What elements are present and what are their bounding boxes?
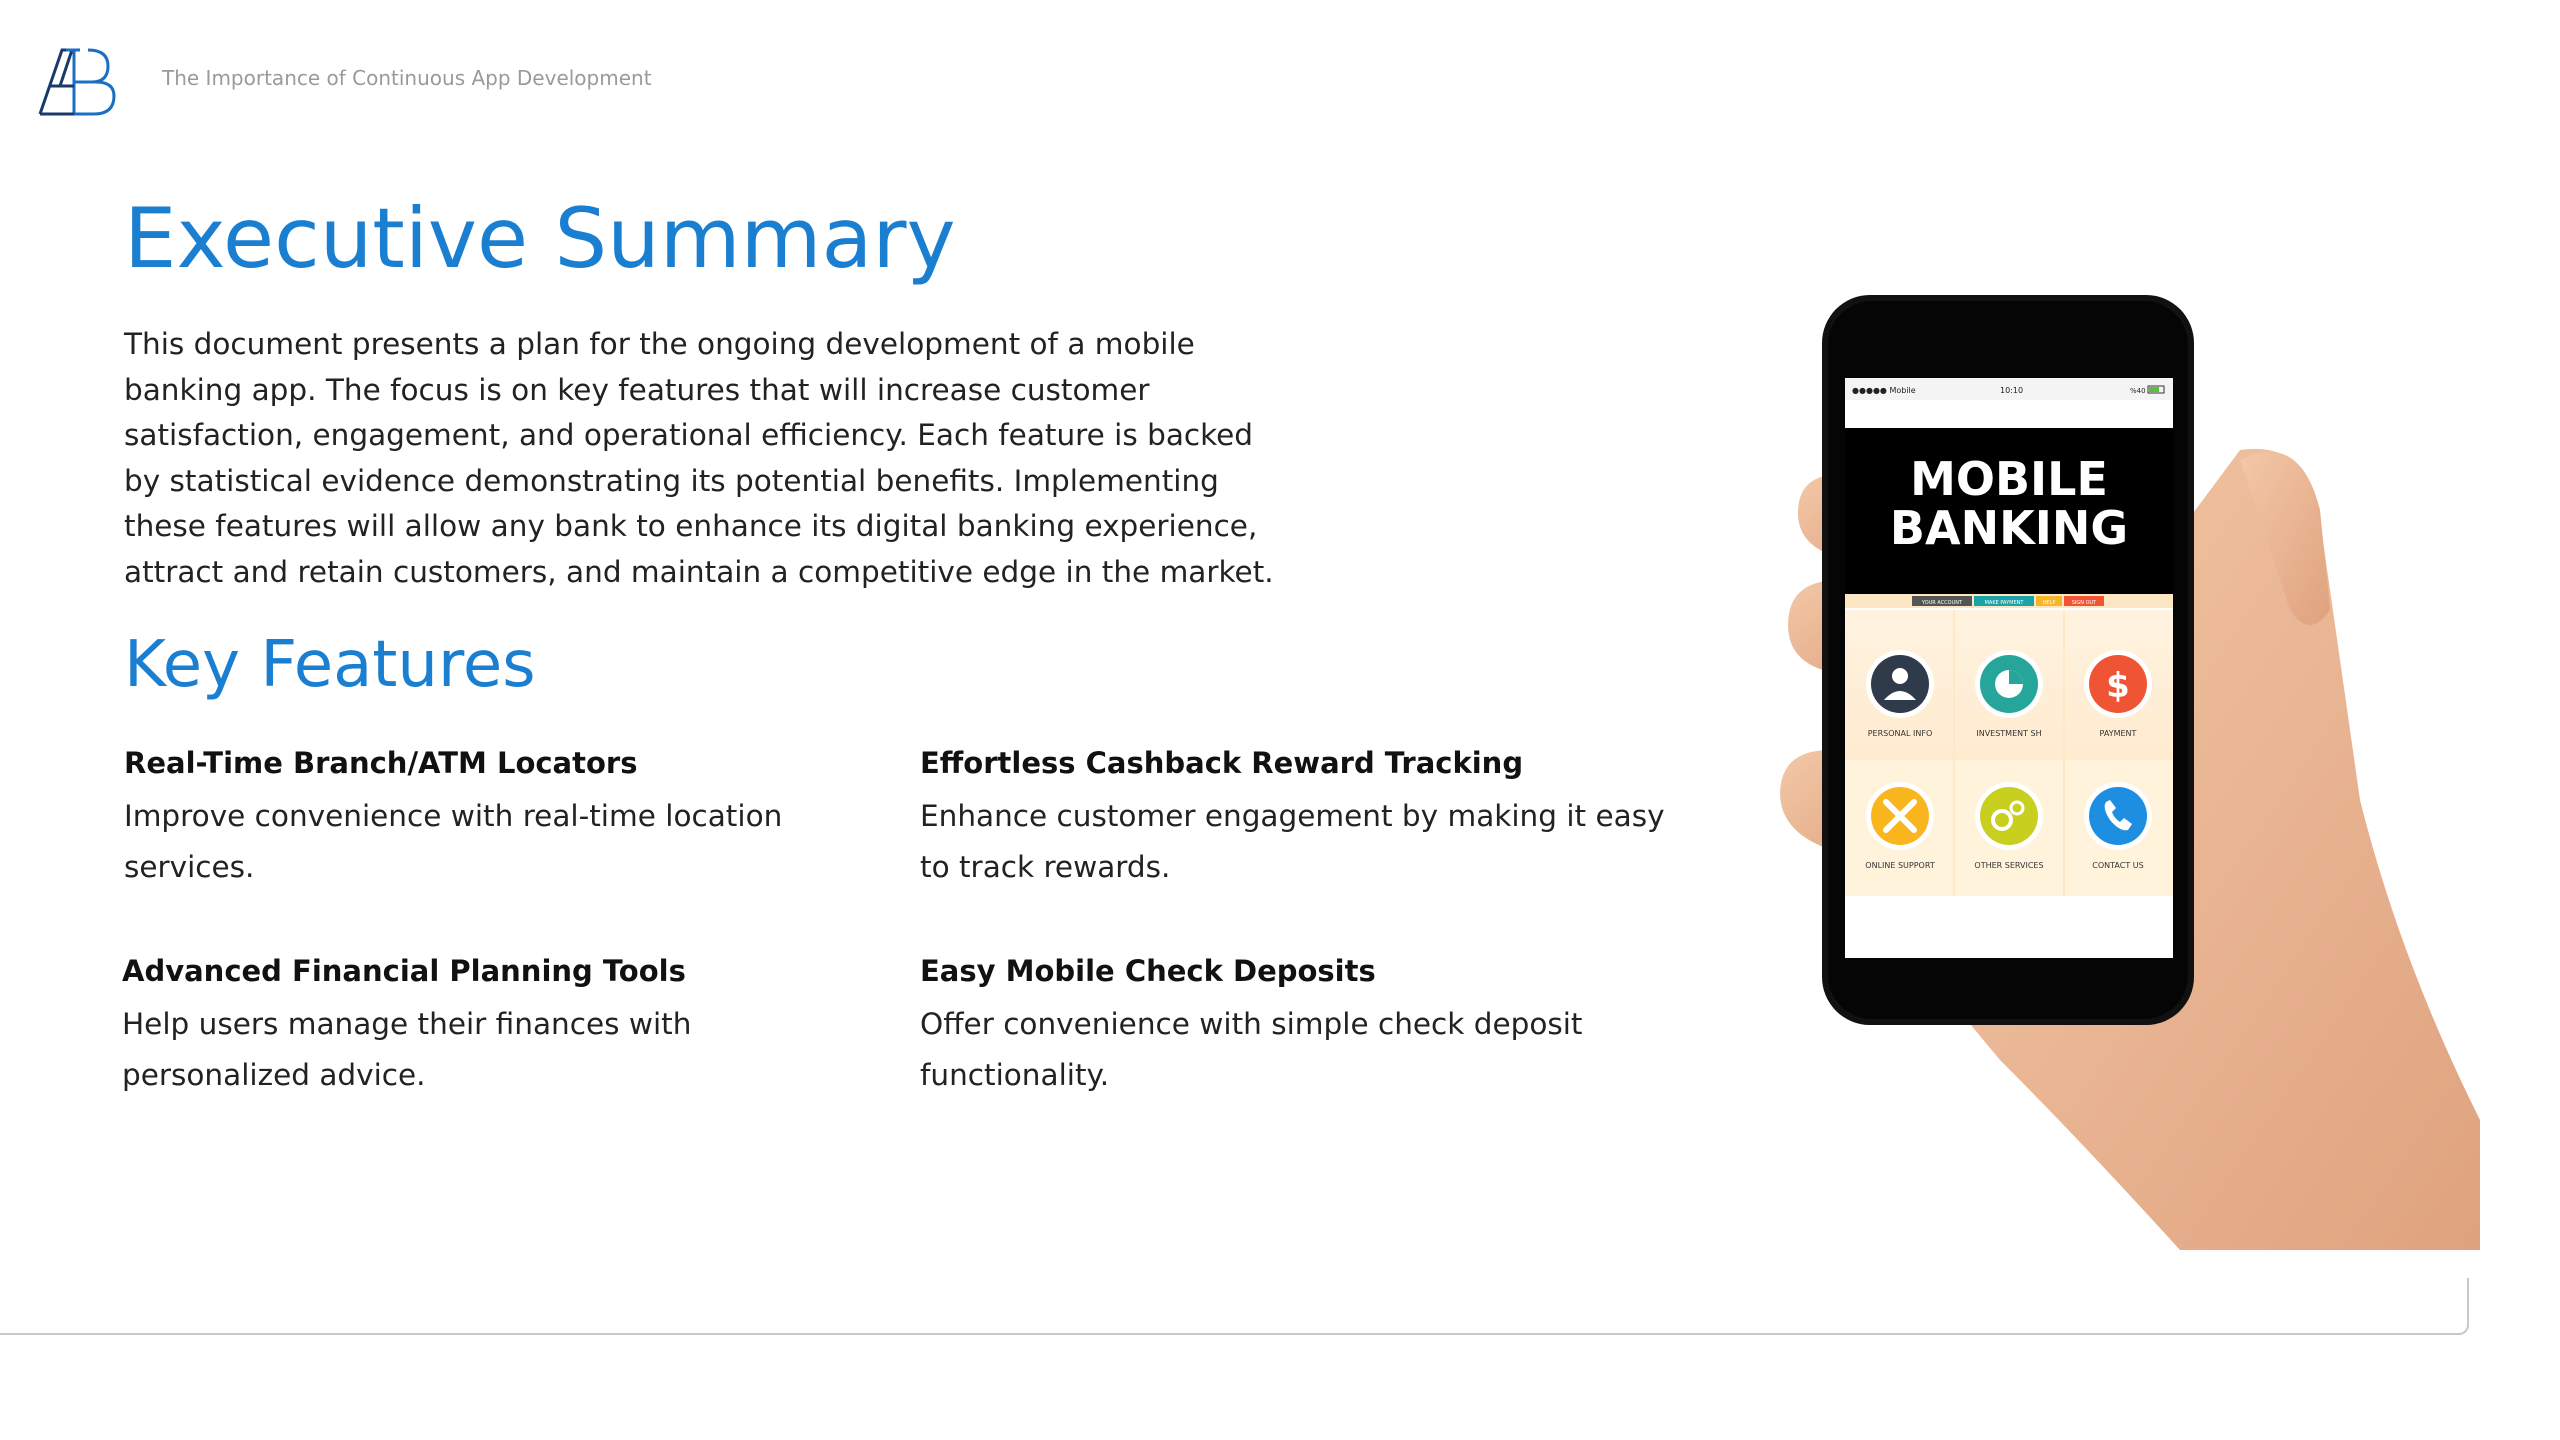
tile-label: CONTACT US (2092, 861, 2144, 870)
feature-description: Offer convenience with simple check deposit functionality. (920, 1007, 1583, 1092)
footer-divider (0, 1323, 2469, 1335)
menu-make-payment: MAKE PAYMENT (1984, 600, 2024, 606)
footer-divider-corner (2467, 1278, 2469, 1328)
menu-your-account: YOUR ACCOUNT (1921, 600, 1963, 606)
tile-label: OTHER SERVICES (1974, 861, 2044, 870)
tile-label: PAYMENT (2099, 729, 2137, 738)
feature-description: Improve convenience with real-time location services. (124, 799, 783, 884)
feature-item (920, 953, 1640, 1101)
ab-logo (36, 46, 120, 118)
menu-help: HELP (2042, 600, 2056, 606)
banner-line-1: MOBILE (1910, 452, 2108, 506)
banner-line-2: BANKING (1889, 501, 2129, 555)
feature-title: Effortless Cashback Reward Tracking (920, 746, 1524, 780)
feature-item (920, 745, 1680, 893)
svg-text:AB: AB (36, 46, 38, 47)
menu-sign-out: SIGN OUT (2071, 600, 2097, 606)
feature-description: Help users manage their finances with personalized advice. (122, 1007, 692, 1092)
person-icon (1892, 668, 1908, 684)
feature-item (122, 953, 882, 1101)
summary-paragraph: This document presents a plan for the ongoing development of a mobile banking app. The focus is on key features that will increase customer satisfaction, engagement, and operational efficiency. Each feature is backed by statistical evidence demonstrating its potential benefits. Implementing these features will allow any bank to enhance its digital banking experience, attract and retain customers, and maintain a competitive edge in the market. (124, 327, 1274, 589)
dollar-icon: $ (2106, 666, 2130, 706)
page-title: Executive Summary (124, 190, 956, 287)
feature-title: Easy Mobile Check Deposits (920, 954, 1376, 988)
phone-in-hand-image (1700, 280, 2480, 1250)
feature-item (124, 745, 904, 893)
tile-label: ONLINE SUPPORT (1865, 861, 1935, 870)
status-time: 10:10 (2000, 386, 2024, 395)
document-title: The Importance of Continuous App Development (162, 66, 652, 90)
tile-label: PERSONAL INFO (1867, 729, 1933, 738)
feature-title: Advanced Financial Planning Tools (122, 954, 686, 988)
status-battery-text: %40 (2130, 387, 2146, 395)
status-carrier: ●●●●● Mobile (1852, 386, 1916, 395)
feature-description: Enhance customer engagement by making it easy to track rewards. (920, 799, 1665, 884)
key-features-heading: Key Features (124, 628, 536, 702)
feature-title: Real-Time Branch/ATM Locators (124, 746, 638, 780)
tile-label: INVESTMENT SH (1976, 729, 2042, 738)
